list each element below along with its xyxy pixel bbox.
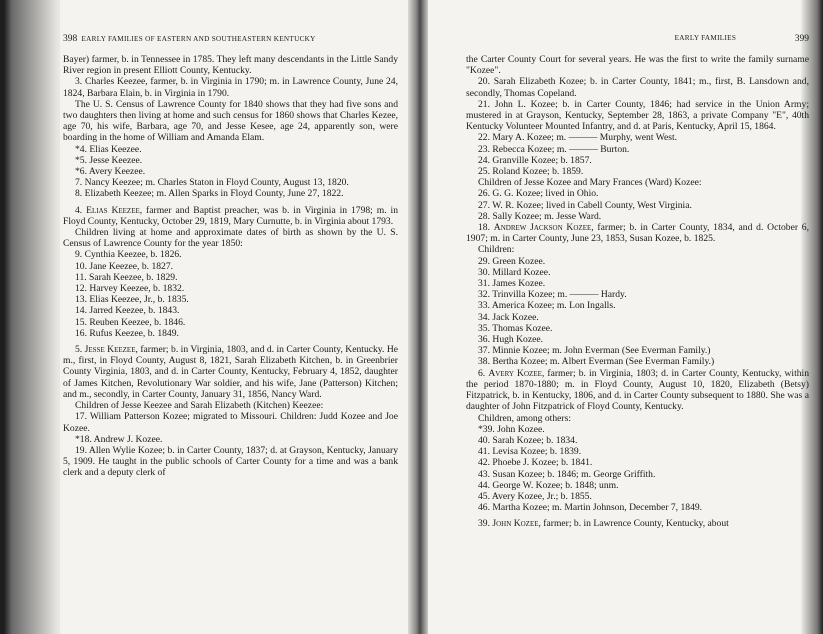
entry-number: 6. — [478, 367, 489, 379]
paragraph: 16. Rufus Keezee, b. 1849. — [75, 327, 179, 339]
paragraph: 19. Allen Wylie Kozee; b. in Carter County, 1837; d. at Grayson, Kentucky, January 5, 1909. He taught in the public schools of Carter County for a time and was a bank clerk and a deputy clerk of — [63, 444, 398, 479]
paragraph: *18. Andrew J. Kozee. — [75, 433, 163, 445]
paragraph: Children: — [478, 244, 515, 256]
paragraph: 35. Thomas Kozee. — [478, 322, 553, 334]
paragraph: 34. Jack Kozee. — [478, 311, 539, 323]
paragraph — [63, 344, 398, 400]
paragraph: 44. George W. Kozee; b. 1848; unm. — [478, 479, 619, 491]
paragraph: the Carter County Court for several years. He was the first to write the family surname "Kozee". — [466, 54, 809, 77]
paragraph: Children living at home and approximate dates of birth as shown by the U. S. Census of Lawrence County for the year 1850: — [63, 227, 398, 250]
paragraph: 38. Bertha Kozee; m. Albert Everman (See Everman Family.) — [478, 356, 715, 368]
paragraph: 14. Jarred Keezee, b. 1843. — [75, 305, 180, 317]
entry-name: Jesse Keezee — [84, 344, 136, 356]
entry-text: , farmer; b. in Virginia, 1803; d. in Carter County, Kentucky, within the period 1870-1880; m. in Floyd County, August 10, 1820, Elizabeth (Betsy) Fitzpatrick, b. in Kentucky, 1806, and d. in Carter County subsequent to 1880. She was a daughter of John Fitzpatrick of Floyd County, Kentucky. — [466, 367, 810, 413]
paragraph: 15. Reuben Keezee, b. 1846. — [75, 316, 186, 328]
right-page-number: 399 — [794, 34, 809, 44]
paragraph: 11. Sarah Keezee, b. 1829. — [75, 271, 178, 283]
paragraph: 36. Hugh Kozee. — [478, 334, 544, 346]
paragraph: 7. Nancy Keezee; m. Charles Staton in Floyd County, August 13, 1820. — [75, 177, 349, 189]
paragraph: 25. Roland Kozee; b. 1859. — [478, 166, 584, 178]
paragraph: 17. William Patterson Kozee; migrated to Missouri. Children: Judd Kozee and Joe Kozee. — [63, 411, 398, 434]
paragraph: 21. John L. Kozee; b. in Carter County, 1846; had service in the Union Army; mustered in at Grayson, Kentucky, September 28, 1863, a private Company "E", 40th Kentucky Volunteer Mounted Infantry, and d. at Paris, Kentucky, April 15, 1864. — [466, 98, 809, 133]
entry-name: Elias Keezee — [86, 204, 140, 216]
right-page-body — [466, 54, 809, 530]
right-page — [428, 0, 823, 634]
paragraph: 28. Sally Kozee; m. Jesse Ward. — [478, 210, 602, 222]
paragraph — [466, 222, 809, 244]
paragraph: 27. W. R. Kozee; lived in Cabell County, West Virginia. — [478, 199, 692, 211]
paragraph: 13. Elias Keezee, Jr., b. 1835. — [75, 294, 189, 306]
paragraph: Children of Jesse Keezee and Sarah Elizabeth (Kitchen) Keezee: — [75, 400, 324, 412]
left-page-body — [63, 54, 398, 479]
paragraph: *6. Avery Keezee. — [75, 166, 146, 178]
paragraph: Children, among others: — [478, 412, 571, 424]
paragraph: 23. Rebecca Kozee; m. ——— Burton. — [478, 143, 630, 155]
book-spine — [408, 0, 428, 634]
paragraph: 45. Avery Kozee, Jr.; b. 1855. — [478, 490, 592, 502]
right-running-head — [466, 34, 809, 44]
paragraph: 32. Trinvilla Kozee; m. ——— Hardy. — [478, 289, 627, 301]
paragraph: 8. Elizabeth Keezee; m. Allen Sparks in Floyd County, June 27, 1822. — [75, 188, 344, 200]
paragraph: 26. G. G. Kozee; lived in Ohio. — [478, 188, 599, 200]
entry-number: 18. — [478, 222, 494, 234]
paragraph — [466, 518, 809, 529]
right-running-title: EARLY FAMILIES — [674, 34, 737, 42]
entry-number: 39. — [478, 518, 493, 530]
paragraph: 41. Levisa Kozee; b. 1839. — [478, 446, 582, 458]
entry-text: , farmer; b. in Lawrence County, Kentucky, about — [538, 518, 729, 530]
entry-name: John Kozee — [492, 518, 539, 530]
paragraph: 33. America Kozee; m. Lon Ingalls. — [478, 300, 616, 312]
entry-text: , farmer and Baptist preacher, was b. in Virginia in 1798; m. in Floyd County, Kentucky, October 29, 1819, Mary Curnutte, b. in Virginia about 1793. — [63, 204, 398, 227]
paragraph: 43. Susan Kozee; b. 1846; m. George Griffith. — [478, 468, 656, 480]
paragraph: 30. Millard Kozee. — [478, 266, 551, 278]
paragraph: 9. Cynthia Keezee, b. 1826. — [75, 249, 182, 261]
paragraph: 40. Sarah Kozee; b. 1834. — [478, 434, 578, 446]
left-running-title: EARLY FAMILIES OF EASTERN AND SOUTHEASTERN KENTUCKY — [81, 35, 316, 43]
paragraph: 20. Sarah Elizabeth Kozee; b. in Carter County, 1841; m., first, B. Lansdown and, secondly, Thomas Copeland. — [466, 76, 809, 99]
left-page — [0, 0, 408, 634]
paragraph: 46. Martha Kozee; m. Martin Johnson, December 7, 1849. — [478, 502, 703, 514]
paragraph: *39. John Kozee. — [478, 423, 545, 435]
paragraph: 37. Minnie Kozee; m. John Everman (See Everman Family.) — [478, 345, 711, 357]
entry-name: Avery Kozee — [488, 367, 542, 379]
paragraph — [466, 368, 809, 413]
paragraph: *5. Jesse Keezee. — [75, 154, 143, 166]
left-page-number: 398 — [63, 34, 78, 44]
paragraph: Bayer) farmer, b. in Tennessee in 1785. They left many descendants in the Little Sandy River region in present Elliott County, Kentucky. — [63, 54, 398, 77]
paragraph: Children of Jesse Kozee and Mary Frances (Ward) Kozee: — [478, 177, 702, 189]
paragraph: 12. Harvey Keezee, b. 1832. — [75, 283, 185, 295]
paragraph: 3. Charles Keezee, farmer, b. in Virginia in 1790; m. in Lawrence County, June 24, 1824, Barbara Elain, b. in Virginia in 1790. — [63, 76, 398, 99]
paragraph: The U. S. Census of Lawrence County for 1840 shows that they had five sons and two daughters then living at home and such census for 1860 shows that Charles Kezee, age 70, his wife, Barbara, age 70, and Jesse Kesee, age 24, apparently son, were boarding in the home of William and Amanda Elam. — [63, 98, 398, 144]
paragraph: *4. Elias Keezee. — [75, 143, 142, 155]
paragraph: 24. Granville Kozee; b. 1857. — [478, 154, 592, 166]
paragraph: 31. James Kozee. — [478, 278, 546, 290]
paragraph: 10. Jane Keezee, b. 1827. — [75, 260, 174, 272]
entry-number: 4. — [75, 204, 87, 216]
left-running-head — [63, 34, 398, 44]
paragraph: 22. Mary A. Kozee; m. ——— Murphy, went West. — [478, 132, 678, 144]
left-page-edge-shadow — [0, 0, 60, 634]
entry-name: Andrew Jackson Kozee — [493, 222, 592, 234]
entry-text: , farmer; b. in Virginia, 1803, and d. in Carter County, Kentucky. He m., first, in Floyd County, August 8, 1821, Sarah Elizabeth Kitchen, b. in Greenbrier County Virginia, 1803, and d. in Carter County, Kentucky, February 4, 1852, daughter of James Kitchen, Revolutionary War soldier, and his wife, Jane (Patterson) Kitchen; and m., secondly, in Carter County, January 31, 1856, Nancy Ward. — [63, 344, 399, 400]
entry-number: 5. — [75, 344, 85, 356]
paragraph: 42. Phoebe J. Kozee; b. 1841. — [478, 457, 593, 469]
paragraph — [63, 205, 398, 227]
entry-text: , farmer; b. in Carter County, 1834, and d. October 6, 1907; m. in Carter County, June 23, 1853, Susan Kozee, b. 1825. — [466, 222, 810, 245]
paragraph: 29. Green Kozee. — [478, 255, 546, 267]
